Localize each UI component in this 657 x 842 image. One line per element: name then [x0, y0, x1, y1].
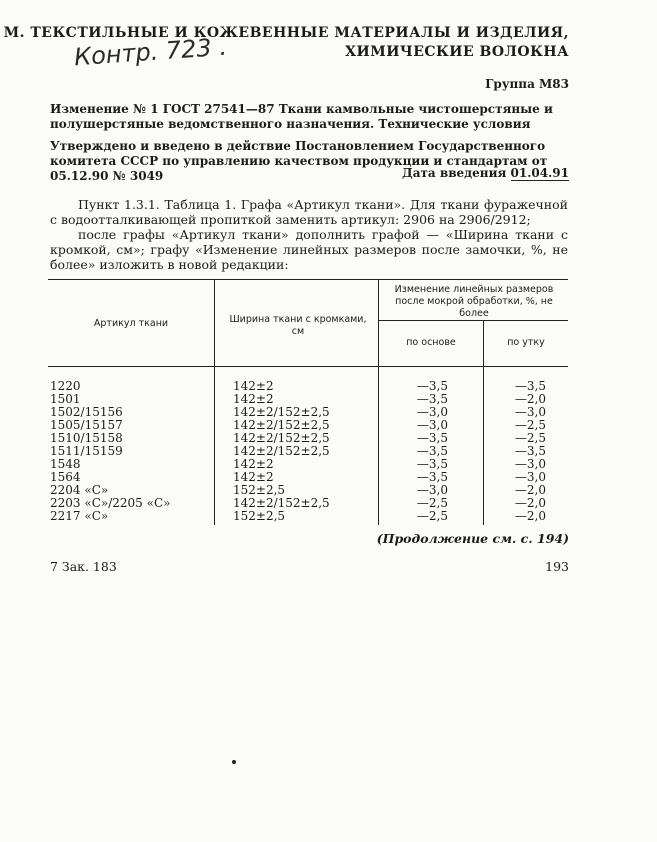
cell-width: 142±2 [233, 392, 274, 406]
cell-width: 142±2/152±2,5 [233, 496, 330, 510]
paragraph-2: после графы «Артикул ткани» дополнить графой — «Ширина ткани с кромкой, см»; графу «Изменение линейных размеров после замочки, %, не более» изложить в новой редакции: [50, 227, 568, 272]
paragraph-1: Пункт 1.3.1. Таблица 1. Графа «Артикул ткани». Для ткани фуражечной с водоотталкивающей пропиткой заменить артикул: 2906 на 2906/2912; [50, 197, 568, 227]
cell-width: 142±2/152±2,5 [233, 418, 330, 432]
table-top-rule [48, 279, 568, 280]
cell-warp: —2,5 [416, 509, 448, 523]
approval-statement: Утверждено и введено в действие Постановлением Государственного комитета СССР по управлению качеством продукции и стандартам от 05.12.90 № 3049 [50, 139, 548, 183]
date-value: 01.04.91 [510, 166, 569, 180]
subheader-rule [378, 320, 568, 321]
cell-width: 152±2,5 [233, 483, 286, 497]
table-row [48, 471, 568, 484]
cell-width: 142±2/152±2,5 [233, 431, 330, 445]
cell-warp: —3,5 [416, 392, 448, 406]
header-article: Артикул ткани [93, 318, 169, 329]
cell-article: 2204 «С» [50, 483, 109, 497]
cell-width: 142±2/152±2,5 [233, 444, 330, 458]
cell-warp: —3,5 [416, 444, 448, 458]
cell-width: 142±2 [233, 470, 274, 484]
table-header-rule [48, 366, 568, 367]
table-row [48, 458, 568, 471]
introduction-date [402, 166, 569, 180]
cell-article: 1564 [50, 470, 81, 484]
table-row [48, 497, 568, 510]
cell-warp: —3,5 [416, 470, 448, 484]
cell-article: 1220 [50, 379, 81, 393]
cell-warp: —3,0 [416, 418, 448, 432]
ink-speck [232, 760, 236, 764]
cell-width: 142±2 [233, 457, 274, 471]
cell-weft: —3,5 [514, 379, 546, 393]
table-row [48, 445, 568, 458]
cell-article: 1505/15157 [50, 418, 123, 432]
cell-article: 1548 [50, 457, 81, 471]
continuation-note: (Продолжение см. с. 194) [376, 531, 569, 546]
cell-article: 1502/15156 [50, 405, 123, 419]
cell-weft: —2,5 [514, 418, 546, 432]
date-label: Дата введения [402, 166, 511, 180]
cell-weft: —2,0 [514, 483, 546, 497]
cell-warp: —3,0 [416, 405, 448, 419]
cell-weft: —3,0 [514, 470, 546, 484]
page-number: 193 [545, 559, 569, 574]
cell-warp: —3,5 [416, 431, 448, 445]
cell-article: 2217 «С» [50, 509, 109, 523]
header-width: Ширина ткани с кромками, см [229, 314, 367, 337]
cell-weft: —2,0 [514, 496, 546, 510]
cell-article: 1501 [50, 392, 81, 406]
handwritten-note: Контр. 723 . [73, 32, 228, 72]
cell-weft: —2,0 [514, 392, 546, 406]
cell-warp: —3,5 [416, 457, 448, 471]
cell-width: 142±2/152±2,5 [233, 405, 330, 419]
table-row [48, 510, 568, 523]
cell-article: 1510/15158 [50, 431, 123, 445]
cell-weft: —3,0 [514, 457, 546, 471]
section-title-line1: М. ТЕКСТИЛЬНЫЕ И КОЖЕВЕННЫЕ МАТЕРИАЛЫ И ИЗДЕЛИЯ, [3, 25, 569, 41]
body-text [50, 197, 568, 272]
cell-width: 142±2 [233, 379, 274, 393]
header-weft: по утку [507, 337, 545, 348]
cell-warp: —3,5 [416, 379, 448, 393]
cell-warp: —2,5 [416, 496, 448, 510]
cell-article: 1511/15159 [50, 444, 123, 458]
cell-weft: —3,5 [514, 444, 546, 458]
amendment-title: Изменение № 1 ГОСТ 27541—87 Ткани камвольные чистошерстяные и полушерстяные ведомственного назначения. Технические условия [50, 102, 553, 131]
cell-weft: —2,0 [514, 509, 546, 523]
cell-warp: —3,0 [416, 483, 448, 497]
cell-article: 2203 «С»/2205 «С» [50, 496, 171, 510]
cell-width: 152±2,5 [233, 509, 286, 523]
group-code: Группа М83 [485, 77, 569, 91]
cell-weft: —3,0 [514, 405, 546, 419]
header-warp: по основе [406, 337, 456, 348]
cell-weft: —2,5 [514, 431, 546, 445]
header-change: Изменение линейных размеров после мокрой обработки, %, не более [394, 284, 554, 319]
table-row [48, 380, 568, 393]
section-title-line2: ХИМИЧЕСКИЕ ВОЛОКНА [345, 44, 569, 60]
order-number: 7 Зак. 183 [50, 559, 117, 574]
